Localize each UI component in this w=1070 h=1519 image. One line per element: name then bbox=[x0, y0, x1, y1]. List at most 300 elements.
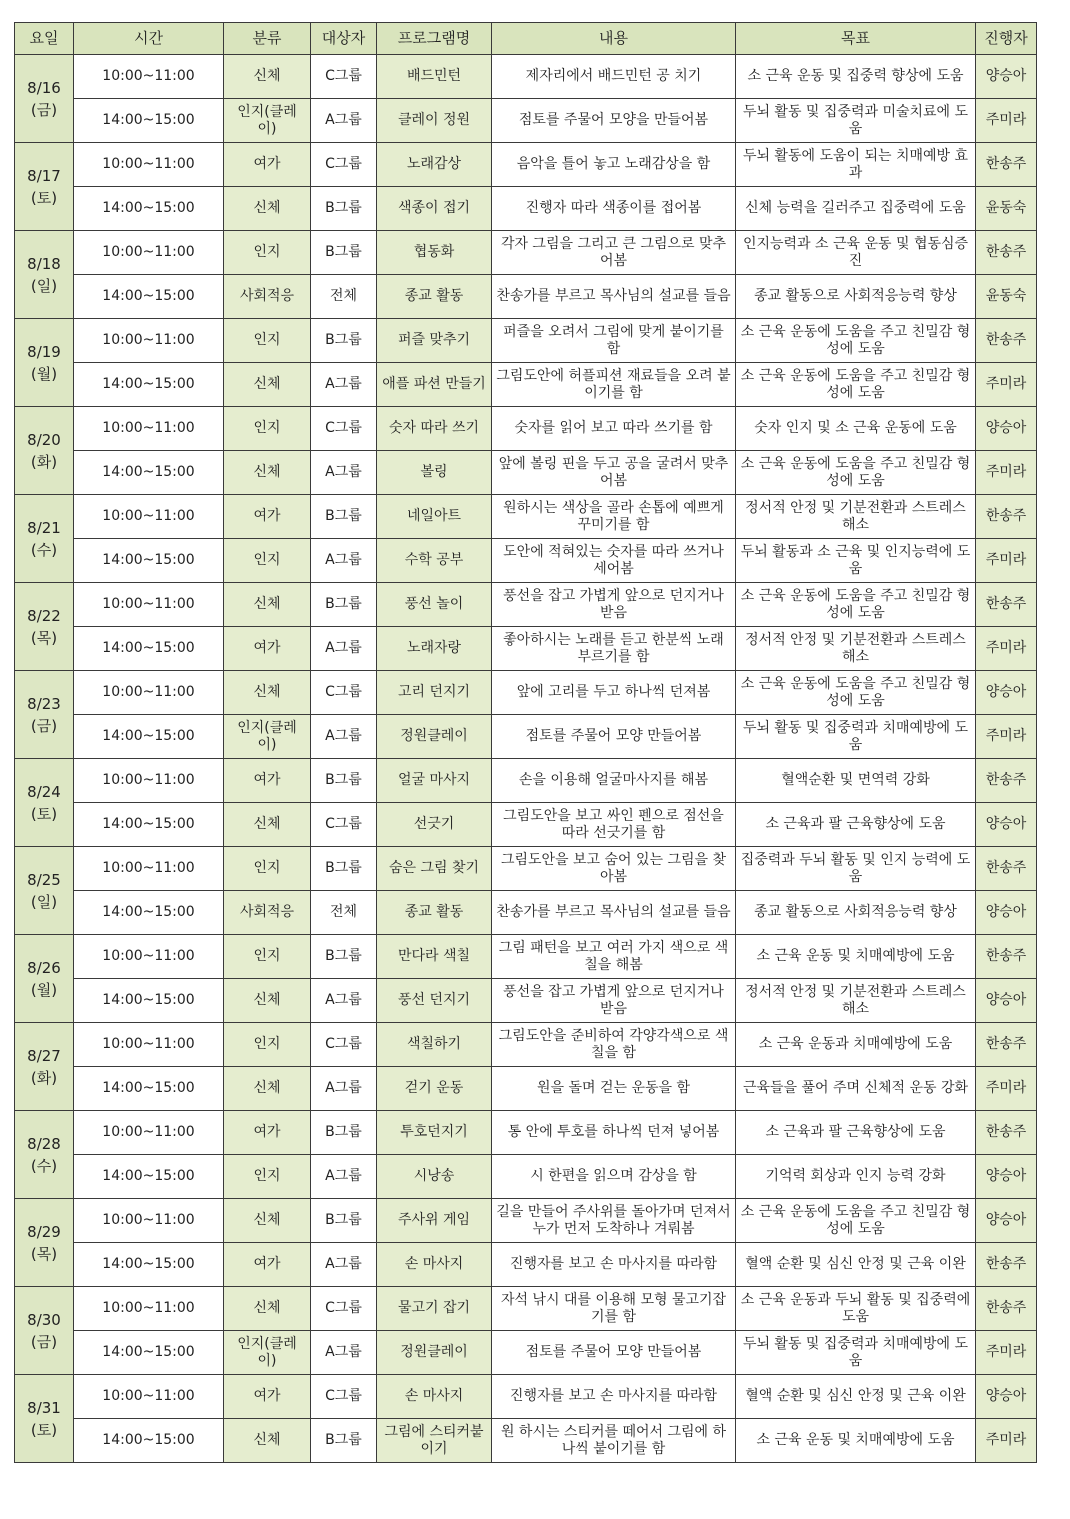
table-row bbox=[15, 1287, 1037, 1331]
target-cell: B그룹 bbox=[311, 935, 377, 979]
target-cell: A그룹 bbox=[311, 627, 377, 671]
goal-cell: 두뇌 활동 및 집중력과 치매예방에 도움 bbox=[736, 1331, 976, 1375]
goal-cell: 집중력과 두뇌 활동 및 인지 능력에 도움 bbox=[736, 847, 976, 891]
content-cell: 그림도안을 보고 숨어 있는 그림을 찾아봄 bbox=[492, 847, 736, 891]
weekday-label: (금) bbox=[30, 100, 58, 119]
leader-cell: 양승아 bbox=[976, 1375, 1037, 1419]
weekday-label: (일) bbox=[30, 892, 58, 911]
time-cell: 14:00~15:00 bbox=[74, 363, 224, 407]
leader-cell: 한송주 bbox=[976, 1243, 1037, 1287]
header-time: 시간 bbox=[74, 23, 224, 55]
program-cell: 색칠하기 bbox=[377, 1023, 492, 1067]
target-cell: A그룹 bbox=[311, 715, 377, 759]
category-cell: 여가 bbox=[224, 1243, 311, 1287]
time-cell: 14:00~15:00 bbox=[74, 1331, 224, 1375]
content-cell: 진행자 따라 색종이를 접어봄 bbox=[492, 187, 736, 231]
program-cell: 투호던지기 bbox=[377, 1111, 492, 1155]
goal-cell: 정서적 안정 및 기분전환과 스트레스 해소 bbox=[736, 495, 976, 539]
table-row bbox=[15, 1155, 1037, 1199]
target-cell: B그룹 bbox=[311, 847, 377, 891]
goal-cell: 소 근육 운동 및 치매예방에 도움 bbox=[736, 935, 976, 979]
header-goal: 목표 bbox=[736, 23, 976, 55]
category-cell: 여가 bbox=[224, 143, 311, 187]
target-cell: A그룹 bbox=[311, 99, 377, 143]
time-cell: 14:00~15:00 bbox=[74, 803, 224, 847]
content-cell: 제자리에서 배드민턴 공 치기 bbox=[492, 55, 736, 99]
weekday-label: (화) bbox=[30, 1068, 58, 1087]
table-row bbox=[15, 55, 1037, 99]
weekday-label: (일) bbox=[30, 276, 58, 295]
goal-cell: 인지능력과 소 근육 운동 및 협동심증진 bbox=[736, 231, 976, 275]
category-cell: 여가 bbox=[224, 1111, 311, 1155]
day-cell bbox=[15, 671, 74, 759]
time-cell: 10:00~11:00 bbox=[74, 407, 224, 451]
program-cell: 노래감상 bbox=[377, 143, 492, 187]
date-label: 8/21 bbox=[27, 518, 61, 537]
leader-cell: 양승아 bbox=[976, 55, 1037, 99]
day-cell bbox=[15, 55, 74, 143]
content-cell: 점토를 주물어 모양을 만들어봄 bbox=[492, 99, 736, 143]
content-cell: 퍼즐을 오려서 그림에 맞게 붙이기를 함 bbox=[492, 319, 736, 363]
content-cell: 원하시는 색상을 골라 손톱에 예쁘게 꾸미기를 함 bbox=[492, 495, 736, 539]
target-cell: C그룹 bbox=[311, 407, 377, 451]
weekday-label: (금) bbox=[30, 716, 58, 735]
time-cell: 14:00~15:00 bbox=[74, 1155, 224, 1199]
category-cell: 인지 bbox=[224, 935, 311, 979]
goal-cell: 두뇌 활동 및 집중력과 치매예방에 도움 bbox=[736, 715, 976, 759]
category-cell: 신체 bbox=[224, 1419, 311, 1463]
program-cell: 고리 던지기 bbox=[377, 671, 492, 715]
schedule-body bbox=[15, 55, 1037, 1463]
goal-cell: 소 근육과 팔 근육향상에 도움 bbox=[736, 803, 976, 847]
day-cell bbox=[15, 1375, 74, 1463]
target-cell: A그룹 bbox=[311, 451, 377, 495]
date-label: 8/29 bbox=[27, 1222, 61, 1241]
content-cell: 찬송가를 부르고 목사님의 설교를 들음 bbox=[492, 891, 736, 935]
time-cell: 14:00~15:00 bbox=[74, 891, 224, 935]
table-row bbox=[15, 451, 1037, 495]
program-cell: 정원클레이 bbox=[377, 1331, 492, 1375]
program-cell: 손 마사지 bbox=[377, 1375, 492, 1419]
time-cell: 14:00~15:00 bbox=[74, 979, 224, 1023]
goal-cell: 정서적 안정 및 기분전환과 스트레스 해소 bbox=[736, 627, 976, 671]
goal-cell: 혈액 순환 및 심신 안정 및 근육 이완 bbox=[736, 1375, 976, 1419]
content-cell: 진행자를 보고 손 마사지를 따라함 bbox=[492, 1375, 736, 1419]
leader-cell: 한송주 bbox=[976, 759, 1037, 803]
leader-cell: 양승아 bbox=[976, 1199, 1037, 1243]
leader-cell: 주미라 bbox=[976, 539, 1037, 583]
program-cell: 네일아트 bbox=[377, 495, 492, 539]
program-cell: 노래자랑 bbox=[377, 627, 492, 671]
date-label: 8/19 bbox=[27, 342, 61, 361]
target-cell: B그룹 bbox=[311, 1111, 377, 1155]
program-cell: 그림에 스티커붙이기 bbox=[377, 1419, 492, 1463]
table-row bbox=[15, 979, 1037, 1023]
goal-cell: 기억력 회상과 인지 능력 강화 bbox=[736, 1155, 976, 1199]
weekday-label: (수) bbox=[30, 540, 58, 559]
header-day: 요일 bbox=[15, 23, 74, 55]
day-cell bbox=[15, 759, 74, 847]
category-cell: 여가 bbox=[224, 627, 311, 671]
time-cell: 10:00~11:00 bbox=[74, 319, 224, 363]
program-cell: 풍선 던지기 bbox=[377, 979, 492, 1023]
leader-cell: 주미라 bbox=[976, 451, 1037, 495]
category-cell: 사회적응 bbox=[224, 891, 311, 935]
content-cell: 그림도안을 보고 싸인 펜으로 점선을 따라 선긋기를 함 bbox=[492, 803, 736, 847]
header-leader: 진행자 bbox=[976, 23, 1037, 55]
content-cell: 통 안에 투호를 하나씩 던져 넣어봄 bbox=[492, 1111, 736, 1155]
category-cell: 사회적응 bbox=[224, 275, 311, 319]
program-cell: 물고기 잡기 bbox=[377, 1287, 492, 1331]
leader-cell: 주미라 bbox=[976, 715, 1037, 759]
day-cell bbox=[15, 319, 74, 407]
program-cell: 손 마사지 bbox=[377, 1243, 492, 1287]
date-label: 8/27 bbox=[27, 1046, 61, 1065]
date-label: 8/23 bbox=[27, 694, 61, 713]
goal-cell: 근육들을 풀어 주며 신체적 운동 강화 bbox=[736, 1067, 976, 1111]
leader-cell: 한송주 bbox=[976, 319, 1037, 363]
target-cell: A그룹 bbox=[311, 979, 377, 1023]
program-cell: 배드민턴 bbox=[377, 55, 492, 99]
program-cell: 색종이 접기 bbox=[377, 187, 492, 231]
goal-cell: 소 근육 운동에 도움을 주고 친밀감 형성에 도움 bbox=[736, 1199, 976, 1243]
target-cell: B그룹 bbox=[311, 1199, 377, 1243]
goal-cell: 소 근육 운동에 도움을 주고 친밀감 형성에 도움 bbox=[736, 671, 976, 715]
day-cell bbox=[15, 1111, 74, 1199]
time-cell: 14:00~15:00 bbox=[74, 1419, 224, 1463]
category-cell: 인지(클레이) bbox=[224, 715, 311, 759]
table-row bbox=[15, 539, 1037, 583]
content-cell: 점토를 주물어 모양 만들어봄 bbox=[492, 715, 736, 759]
goal-cell: 소 근육 운동과 치매예방에 도움 bbox=[736, 1023, 976, 1067]
content-cell: 풍선을 잡고 가볍게 앞으로 던지거나 받음 bbox=[492, 583, 736, 627]
time-cell: 10:00~11:00 bbox=[74, 1287, 224, 1331]
leader-cell: 한송주 bbox=[976, 231, 1037, 275]
time-cell: 14:00~15:00 bbox=[74, 275, 224, 319]
table-row bbox=[15, 1067, 1037, 1111]
day-cell bbox=[15, 847, 74, 935]
table-row bbox=[15, 275, 1037, 319]
day-cell bbox=[15, 495, 74, 583]
content-cell: 음악을 틀어 놓고 노래감상을 함 bbox=[492, 143, 736, 187]
target-cell: A그룹 bbox=[311, 1067, 377, 1111]
category-cell: 인지 bbox=[224, 539, 311, 583]
table-row bbox=[15, 231, 1037, 275]
program-cell: 정원클레이 bbox=[377, 715, 492, 759]
target-cell: B그룹 bbox=[311, 319, 377, 363]
target-cell: A그룹 bbox=[311, 1155, 377, 1199]
leader-cell: 한송주 bbox=[976, 495, 1037, 539]
goal-cell: 소 근육 운동 및 치매예방에 도움 bbox=[736, 1419, 976, 1463]
weekday-label: (토) bbox=[30, 1420, 58, 1439]
target-cell: C그룹 bbox=[311, 803, 377, 847]
leader-cell: 한송주 bbox=[976, 583, 1037, 627]
content-cell: 시 한편을 읽으며 감상을 함 bbox=[492, 1155, 736, 1199]
date-label: 8/24 bbox=[27, 782, 61, 801]
leader-cell: 주미라 bbox=[976, 1067, 1037, 1111]
time-cell: 10:00~11:00 bbox=[74, 583, 224, 627]
program-cell: 종교 활동 bbox=[377, 891, 492, 935]
day-cell bbox=[15, 231, 74, 319]
program-cell: 주사위 게임 bbox=[377, 1199, 492, 1243]
content-cell: 그림도안을 준비하여 각양각색으로 색칠을 함 bbox=[492, 1023, 736, 1067]
target-cell: A그룹 bbox=[311, 1243, 377, 1287]
time-cell: 10:00~11:00 bbox=[74, 671, 224, 715]
target-cell: A그룹 bbox=[311, 363, 377, 407]
table-row bbox=[15, 1331, 1037, 1375]
content-cell: 좋아하시는 노래를 듣고 한분씩 노래 부르기를 함 bbox=[492, 627, 736, 671]
program-schedule-table bbox=[14, 22, 1037, 1463]
weekday-label: (금) bbox=[30, 1332, 58, 1351]
goal-cell: 숫자 인지 및 소 근육 운동에 도움 bbox=[736, 407, 976, 451]
weekday-label: (목) bbox=[30, 1244, 58, 1263]
date-label: 8/22 bbox=[27, 606, 61, 625]
time-cell: 14:00~15:00 bbox=[74, 99, 224, 143]
target-cell: B그룹 bbox=[311, 231, 377, 275]
goal-cell: 두뇌 활동에 도움이 되는 치매예방 효과 bbox=[736, 143, 976, 187]
leader-cell: 한송주 bbox=[976, 1111, 1037, 1155]
program-cell: 숫자 따라 쓰기 bbox=[377, 407, 492, 451]
time-cell: 10:00~11:00 bbox=[74, 1199, 224, 1243]
table-row bbox=[15, 715, 1037, 759]
date-label: 8/20 bbox=[27, 430, 61, 449]
category-cell: 신체 bbox=[224, 363, 311, 407]
goal-cell: 소 근육 운동 및 집중력 향상에 도움 bbox=[736, 55, 976, 99]
leader-cell: 양승아 bbox=[976, 407, 1037, 451]
leader-cell: 양승아 bbox=[976, 803, 1037, 847]
table-row bbox=[15, 99, 1037, 143]
category-cell: 인지 bbox=[224, 407, 311, 451]
content-cell: 길을 만들어 주사위를 돌아가며 던져서 누가 먼저 도착하나 겨뤄봄 bbox=[492, 1199, 736, 1243]
target-cell: B그룹 bbox=[311, 583, 377, 627]
table-row bbox=[15, 627, 1037, 671]
time-cell: 10:00~11:00 bbox=[74, 1111, 224, 1155]
date-label: 8/26 bbox=[27, 958, 61, 977]
program-cell: 애플 파션 만들기 bbox=[377, 363, 492, 407]
time-cell: 10:00~11:00 bbox=[74, 1375, 224, 1419]
time-cell: 10:00~11:00 bbox=[74, 55, 224, 99]
leader-cell: 주미라 bbox=[976, 1419, 1037, 1463]
program-cell: 시낭송 bbox=[377, 1155, 492, 1199]
header-program: 프로그램명 bbox=[377, 23, 492, 55]
leader-cell: 윤동숙 bbox=[976, 275, 1037, 319]
time-cell: 10:00~11:00 bbox=[74, 231, 224, 275]
content-cell: 풍선을 잡고 가볍게 앞으로 던지거나 받음 bbox=[492, 979, 736, 1023]
day-cell bbox=[15, 143, 74, 231]
header-row bbox=[15, 23, 1037, 55]
weekday-label: (토) bbox=[30, 188, 58, 207]
goal-cell: 정서적 안정 및 기분전환과 스트레스 해소 bbox=[736, 979, 976, 1023]
date-label: 8/28 bbox=[27, 1134, 61, 1153]
category-cell: 신체 bbox=[224, 671, 311, 715]
table-row bbox=[15, 319, 1037, 363]
target-cell: B그룹 bbox=[311, 759, 377, 803]
content-cell: 각자 그림을 그리고 큰 그림으로 맞추어봄 bbox=[492, 231, 736, 275]
category-cell: 인지(클레이) bbox=[224, 99, 311, 143]
target-cell: C그룹 bbox=[311, 1375, 377, 1419]
table-row bbox=[15, 407, 1037, 451]
category-cell: 인지 bbox=[224, 319, 311, 363]
table-row bbox=[15, 1023, 1037, 1067]
target-cell: A그룹 bbox=[311, 539, 377, 583]
content-cell: 자석 낚시 대를 이용해 모형 물고기잡기를 함 bbox=[492, 1287, 736, 1331]
leader-cell: 양승아 bbox=[976, 1155, 1037, 1199]
weekday-label: (월) bbox=[30, 980, 58, 999]
table-row bbox=[15, 495, 1037, 539]
content-cell: 손을 이용해 얼굴마사지를 해봄 bbox=[492, 759, 736, 803]
content-cell: 그림 패턴을 보고 여러 가지 색으로 색칠을 해봄 bbox=[492, 935, 736, 979]
time-cell: 14:00~15:00 bbox=[74, 1067, 224, 1111]
content-cell: 진행자를 보고 손 마사지를 따라함 bbox=[492, 1243, 736, 1287]
goal-cell: 소 근육 운동에 도움을 주고 친밀감 형성에 도움 bbox=[736, 363, 976, 407]
content-cell: 그림도안에 허플피션 재료들을 오려 붙이기를 함 bbox=[492, 363, 736, 407]
program-cell: 수학 공부 bbox=[377, 539, 492, 583]
program-cell: 풍선 놀이 bbox=[377, 583, 492, 627]
program-cell: 걷기 운동 bbox=[377, 1067, 492, 1111]
category-cell: 인지(클레이) bbox=[224, 1331, 311, 1375]
table-row bbox=[15, 583, 1037, 627]
category-cell: 신체 bbox=[224, 55, 311, 99]
goal-cell: 소 근육 운동에 도움을 주고 친밀감 형성에 도움 bbox=[736, 451, 976, 495]
category-cell: 여가 bbox=[224, 759, 311, 803]
program-cell: 선긋기 bbox=[377, 803, 492, 847]
target-cell: C그룹 bbox=[311, 55, 377, 99]
time-cell: 10:00~11:00 bbox=[74, 935, 224, 979]
time-cell: 10:00~11:00 bbox=[74, 495, 224, 539]
content-cell: 원을 돌며 걷는 운동을 함 bbox=[492, 1067, 736, 1111]
leader-cell: 주미라 bbox=[976, 363, 1037, 407]
leader-cell: 한송주 bbox=[976, 1023, 1037, 1067]
leader-cell: 한송주 bbox=[976, 847, 1037, 891]
program-cell: 퍼즐 맞추기 bbox=[377, 319, 492, 363]
date-label: 8/25 bbox=[27, 870, 61, 889]
table-row bbox=[15, 1243, 1037, 1287]
goal-cell: 종교 활동으로 사회적응능력 향상 bbox=[736, 275, 976, 319]
time-cell: 10:00~11:00 bbox=[74, 1023, 224, 1067]
table-row bbox=[15, 847, 1037, 891]
time-cell: 14:00~15:00 bbox=[74, 451, 224, 495]
weekday-label: (수) bbox=[30, 1156, 58, 1175]
target-cell: A그룹 bbox=[311, 1331, 377, 1375]
target-cell: 전체 bbox=[311, 891, 377, 935]
category-cell: 인지 bbox=[224, 847, 311, 891]
table-row bbox=[15, 935, 1037, 979]
table-row bbox=[15, 1111, 1037, 1155]
leader-cell: 양승아 bbox=[976, 891, 1037, 935]
leader-cell: 윤동숙 bbox=[976, 187, 1037, 231]
leader-cell: 한송주 bbox=[976, 143, 1037, 187]
time-cell: 10:00~11:00 bbox=[74, 847, 224, 891]
weekday-label: (목) bbox=[30, 628, 58, 647]
category-cell: 신체 bbox=[224, 1287, 311, 1331]
goal-cell: 소 근육 운동에 도움을 주고 친밀감 형성에 도움 bbox=[736, 583, 976, 627]
goal-cell: 두뇌 활동과 소 근육 및 인지능력에 도움 bbox=[736, 539, 976, 583]
category-cell: 신체 bbox=[224, 583, 311, 627]
time-cell: 14:00~15:00 bbox=[74, 627, 224, 671]
category-cell: 신체 bbox=[224, 1067, 311, 1111]
target-cell: B그룹 bbox=[311, 1419, 377, 1463]
category-cell: 신체 bbox=[224, 187, 311, 231]
goal-cell: 혈액 순환 및 심신 안정 및 근육 이완 bbox=[736, 1243, 976, 1287]
target-cell: C그룹 bbox=[311, 143, 377, 187]
day-cell bbox=[15, 583, 74, 671]
content-cell: 찬송가를 부르고 목사님의 설교를 들음 bbox=[492, 275, 736, 319]
time-cell: 10:00~11:00 bbox=[74, 143, 224, 187]
category-cell: 인지 bbox=[224, 231, 311, 275]
category-cell: 신체 bbox=[224, 1199, 311, 1243]
leader-cell: 주미라 bbox=[976, 99, 1037, 143]
content-cell: 원 하시는 스티커를 떼어서 그림에 하나씩 붙이기를 함 bbox=[492, 1419, 736, 1463]
table-row bbox=[15, 803, 1037, 847]
leader-cell: 주미라 bbox=[976, 627, 1037, 671]
header-content: 내용 bbox=[492, 23, 736, 55]
program-cell: 볼링 bbox=[377, 451, 492, 495]
goal-cell: 소 근육 운동에 도움을 주고 친밀감 형성에 도움 bbox=[736, 319, 976, 363]
table-row bbox=[15, 187, 1037, 231]
program-cell: 종교 활동 bbox=[377, 275, 492, 319]
weekday-label: (월) bbox=[30, 364, 58, 383]
goal-cell: 신체 능력을 길러주고 집중력에 도움 bbox=[736, 187, 976, 231]
content-cell: 앞에 볼링 핀을 두고 공을 굴려서 맞추어봄 bbox=[492, 451, 736, 495]
table-row bbox=[15, 759, 1037, 803]
goal-cell: 종교 활동으로 사회적응능력 향상 bbox=[736, 891, 976, 935]
content-cell: 숫자를 읽어 보고 따라 쓰기를 함 bbox=[492, 407, 736, 451]
target-cell: B그룹 bbox=[311, 495, 377, 539]
weekday-label: (토) bbox=[30, 804, 58, 823]
date-label: 8/30 bbox=[27, 1310, 61, 1329]
time-cell: 14:00~15:00 bbox=[74, 539, 224, 583]
program-cell: 만다라 색칠 bbox=[377, 935, 492, 979]
date-label: 8/16 bbox=[27, 78, 61, 97]
table-row bbox=[15, 891, 1037, 935]
table-row bbox=[15, 363, 1037, 407]
table-row bbox=[15, 143, 1037, 187]
leader-cell: 양승아 bbox=[976, 671, 1037, 715]
table-row bbox=[15, 671, 1037, 715]
time-cell: 14:00~15:00 bbox=[74, 715, 224, 759]
category-cell: 신체 bbox=[224, 979, 311, 1023]
category-cell: 인지 bbox=[224, 1023, 311, 1067]
target-cell: C그룹 bbox=[311, 671, 377, 715]
goal-cell: 소 근육 운동과 두뇌 활동 및 집중력에 도움 bbox=[736, 1287, 976, 1331]
goal-cell: 소 근육과 팔 근육향상에 도움 bbox=[736, 1111, 976, 1155]
day-cell bbox=[15, 935, 74, 1023]
date-label: 8/17 bbox=[27, 166, 61, 185]
time-cell: 14:00~15:00 bbox=[74, 1243, 224, 1287]
target-cell: C그룹 bbox=[311, 1287, 377, 1331]
date-label: 8/18 bbox=[27, 254, 61, 273]
goal-cell: 두뇌 활동 및 집중력과 미술치료에 도움 bbox=[736, 99, 976, 143]
table-row bbox=[15, 1419, 1037, 1463]
header-category: 분류 bbox=[224, 23, 311, 55]
header-target: 대상자 bbox=[311, 23, 377, 55]
weekday-label: (화) bbox=[30, 452, 58, 471]
goal-cell: 혈액순환 및 면역력 강화 bbox=[736, 759, 976, 803]
leader-cell: 한송주 bbox=[976, 1287, 1037, 1331]
category-cell: 신체 bbox=[224, 803, 311, 847]
day-cell bbox=[15, 1199, 74, 1287]
category-cell: 여가 bbox=[224, 495, 311, 539]
time-cell: 14:00~15:00 bbox=[74, 187, 224, 231]
leader-cell: 한송주 bbox=[976, 935, 1037, 979]
content-cell: 앞에 고리를 두고 하나씩 던져봄 bbox=[492, 671, 736, 715]
leader-cell: 주미라 bbox=[976, 1331, 1037, 1375]
day-cell bbox=[15, 407, 74, 495]
program-cell: 클레이 정원 bbox=[377, 99, 492, 143]
target-cell: C그룹 bbox=[311, 1023, 377, 1067]
program-cell: 숨은 그림 찾기 bbox=[377, 847, 492, 891]
program-cell: 협동화 bbox=[377, 231, 492, 275]
